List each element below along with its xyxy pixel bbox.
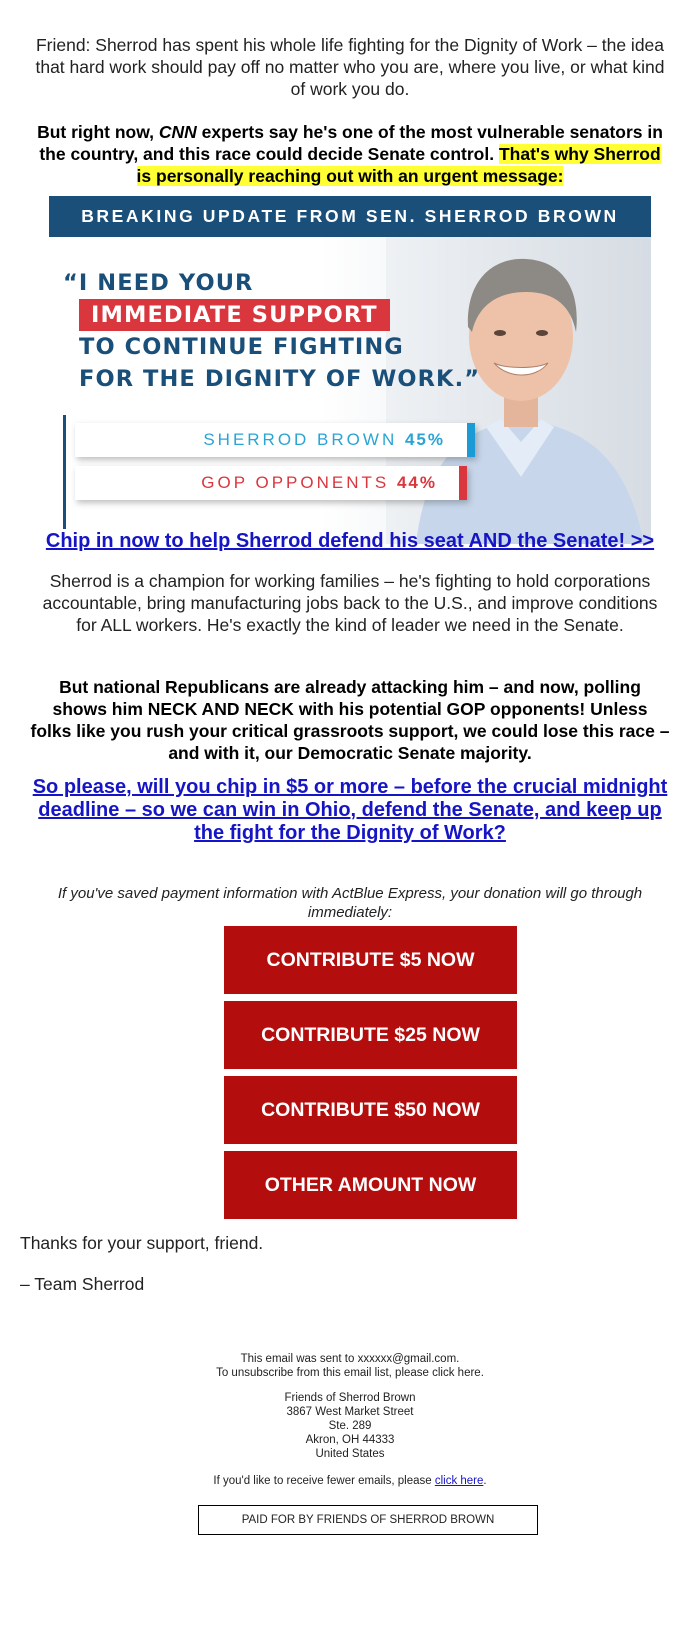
street-address: 3867 West Market Street [286,1406,414,1418]
urgent-text-2: experts say he's one of the most vulnerable senators in the country, and this race could decide Senate control. [39,122,663,164]
unsubscribe-text[interactable]: To unsubscribe from this email list, please click here. [216,1367,484,1379]
poll-value: 45% [404,430,445,449]
country-address: United States [315,1448,385,1460]
quote-line-1: “I NEED YOUR [63,270,254,296]
highlighted-text: That's why Sherrod is personally reaching out with an urgent message: [136,144,661,186]
poll-divider [63,415,66,529]
poll-label: SHERROD BROWN [203,430,398,449]
fewer-emails-suffix: . [483,1475,487,1487]
fewer-emails-prefix: If you'd like to receive fewer emails, please [213,1475,435,1487]
intro-paragraph: Friend: Sherrod has spent his whole life fighting for the Dignity of Work – the idea that hard work should pay off no matter who you are, where you live, or what kind of work you do. [35,35,665,99]
poll-bar-sherrod [75,423,475,457]
org-name: Friends of Sherrod Brown [284,1392,416,1404]
champion-paragraph: Sherrod is a champion for working families – he's fighting to hold corporations accountable, bring manufacturing jobs back to the U.S., and improve conditions for ALL workers. He's exactly the kind of leader we need in the Senate. [42,571,658,635]
signoff-text: – Team Sherrod [20,1274,145,1294]
fewer-emails-link[interactable]: click here [434,1475,484,1487]
paid-for-disclaimer: PAID FOR BY FRIENDS OF SHERROD BROWN [198,1505,538,1535]
banner-body [49,237,651,544]
sent-to-text: This email was sent to xxxxxx@gmail.com. [240,1353,460,1365]
city-address: Akron, OH 44333 [305,1434,395,1446]
chip-in-link[interactable]: Chip in now to help Sherrod defend his seat AND the Senate! >> [45,530,655,552]
quote-highlight: IMMEDIATE SUPPORT [79,299,390,331]
poll-label: GOP OPPONENTS [201,473,390,492]
quote-text [63,267,480,395]
thanks-text: Thanks for your support, friend. [20,1233,264,1253]
urgent-paragraph [30,121,670,187]
contribute-50-button[interactable]: CONTRIBUTE $50 NOW [224,1076,517,1144]
breaking-update-banner[interactable] [49,196,651,544]
other-amount-button[interactable]: OTHER AMOUNT NOW [224,1151,517,1219]
poll-bar-gop [75,466,467,500]
quote-line-3: TO CONTINUE FIGHTING [79,334,404,360]
fewer-emails-text [30,1474,670,1488]
attack-paragraph: But national Republicans are already attacking him – and now, polling shows him NECK AND NECK with his potential GOP opponents! Unless folks like you rush your critical grassroots support, we could lose this race – and with it, our Democratic Senate majority. [30,677,670,763]
donate-ask-link[interactable]: So please, will you chip in $5 or more – before the crucial midnight deadline – so we can win in Ohio, defend the Senate, and keep up the fight for the Dignity of Work? [32,776,668,844]
quote-line-4: FOR THE DIGNITY OF WORK.” [79,366,481,392]
contribute-5-button[interactable]: CONTRIBUTE $5 NOW [224,926,517,994]
urgent-text-1: But right now, [37,122,159,142]
actblue-note: If you've saved payment information with ActBlue Express, your donation will go through immediately: [57,885,643,921]
contribute-25-button[interactable]: CONTRIBUTE $25 NOW [224,1001,517,1069]
poll-value: 44% [396,473,437,492]
cnn-text: CNN [158,122,197,142]
banner-header: BREAKING UPDATE FROM SEN. SHERROD BROWN [49,196,651,237]
footer [30,1352,670,1488]
suite-address: Ste. 289 [328,1420,372,1432]
